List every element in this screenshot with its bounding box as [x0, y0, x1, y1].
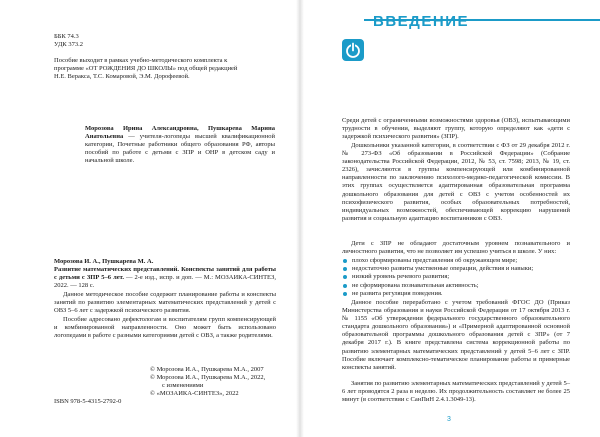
intro-paragraph-5: Занятия по развитию элементарных математических представлений у детей 5–6 лет проводятся 2 раза в неделю. Их продолжительность составляет не более 25 минут (в соответствии с СанПиН 2.4.1.3049-13). [342, 380, 570, 404]
citation-title: Развитие математических представлений. Конспекты занятий для работы с детьми с ЗПР 5–6 лет. [54, 266, 276, 282]
copyright-line-2: © Морозова И.А., Пушкарева М.А., 2022, [150, 374, 266, 381]
copyright-line-3: с изменениями [162, 382, 204, 389]
list-item: недостаточно развиты умственные операции, действия и навыки; [342, 265, 572, 273]
citation [54, 266, 276, 290]
authors-description: — учителя-логопеды высшей квалификационной категории, Почетные работники общего образования РФ, авторы пособий по работе с детьми с ЗПР и ОНР в детском саду и начальной школе. [85, 133, 275, 165]
bullet-icon [343, 259, 347, 263]
intro-paragraph-3: Дети с ЗПР не обладают достаточным уровнем познавательного и личностного развития, что не позволяет им успешно учиться в школе. У них: [342, 240, 570, 256]
list-item: не сформирована познавательная активность; [342, 282, 572, 290]
description-1: Данное методическое пособие содержит планирование работы и конспекты занятий по развитию элементарных математических представлений у детей с ОВЗ 5–6 лет с задержкой психического развития. [54, 291, 276, 315]
bullet-icon [343, 267, 347, 271]
page-heading: ВВЕДЕНИЕ [373, 13, 469, 30]
series-note: Пособие выходит в рамках учебно-методического комплекта к программе «ОТ РОЖДЕНИЯ ДО ШКОЛЫ» под общей редакцией Н.Е. Веракса, Т.С. Комаровой, Э.М. Дорофеевой. [54, 57, 238, 81]
citation-details: — 2-е изд., испр. и доп. — М.: МОЗАИКА-СИНТЕЗ, 2022. — 128 с. [54, 274, 276, 290]
list-item: не развита регуляция поведения. [342, 290, 572, 298]
intro-paragraph-1: Среди детей с ограниченными возможностями здоровья (ОВЗ), испытывающими трудности в обучении, выделяют группу, которую определяют как «дети с задержкой психического развития» (ЗПР). [342, 117, 570, 141]
copyright-line-1: © Морозова И.А., Пушкарева М.А., 2007 [150, 366, 264, 373]
bbk-code: ББК 74.3 [54, 33, 79, 40]
description-2: Пособие адресовано дефектологам и воспитателям групп компенсирующей и комбинированной направленности. Оно может быть использовано логопедами в работе с разными категориями детей с ОВЗ, а также родителями. [54, 316, 276, 340]
intro-paragraph-2: Дошкольники указанной категории, в соответствии с ФЗ от 29 декабря 2012 г. № 273-ФЗ «Об образовании в Российской Федерации» (Собрание законодательства Российской Федерации, 2012, № 53, ст. 7598; 2013, № 19, ст. 2326), зачисляются в группы компенсирующей или комбинированной направленности по заключению психолого-медико-педагогической комиссии. В этих группах осуществляется адаптированная образовательная программа дошкольного образования для детей с ОВЗ с учетом особенностей их психофизического развития, особых образовательных потребностей, индивидуальных возможностей, обеспечивающей коррекцию нарушений развития и социальную адаптацию воспитанников с ОВЗ. [342, 142, 570, 222]
list-item: плохо сформированы представления об окружающем мире; [342, 257, 572, 265]
bullet-icon [343, 284, 347, 288]
authors-names: Морозова Ирина Александровна, Пушкарева Марина Анатольевна [85, 125, 275, 141]
intro-paragraph-4: Данное пособие переработано с учетом требований ФГОС ДО (Приказ Министерства образования и науки Российской Федерации от 17 октября 2013 г. № 1155 «Об утверждении федерального государственного образовательного стандарта дошкольного образования») и «Примерной адаптированной основной образовательной программы дошкольного образования детей с ЗПР» (от 7 декабря 2017 г.). В книге представлена система коррекционной работы по развитию элементарных математических представлений у детей 5–6 лет с ЗПР. Пособие включает комплексно-тематическое планирование работы и примерные конспекты занятий. [342, 299, 570, 371]
copyright-line-4: © «МОЗАИКА-СИНТЕЗ», 2022 [150, 390, 239, 397]
bullet-icon [343, 292, 347, 296]
isbn: ISBN 978-5-4315-2792-0 [54, 398, 122, 405]
deficits-list [342, 257, 572, 298]
udk-code: УДК 373.2 [54, 41, 83, 48]
citation-authors: Морозова И. А., Пушкарева М. А. [54, 258, 154, 265]
list-item: низкий уровень речевого развития; [342, 273, 572, 281]
page-number: 3 [447, 416, 451, 423]
bullet-icon [343, 275, 347, 279]
authors-info [85, 125, 275, 165]
